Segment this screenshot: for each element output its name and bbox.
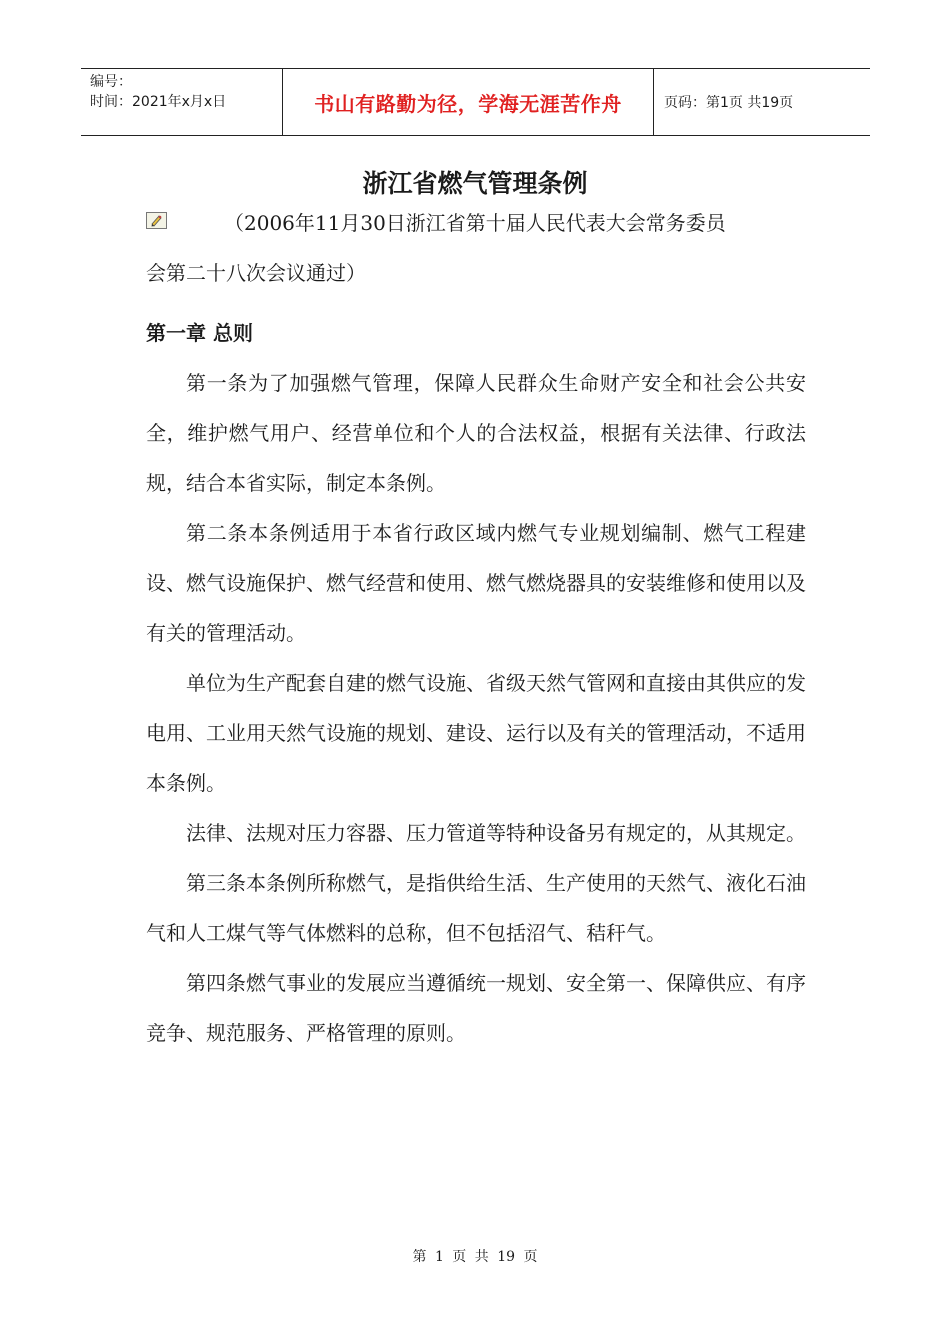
document-title: 浙江省燃气管理条例 [362, 169, 588, 198]
header-motto-cell [282, 69, 654, 135]
paragraph-article-4: 第四条燃气事业的发展应当遵循统一规划、安全第一、保障供应、有序竞争、规范服务、严格管理的原则。 [146, 971, 806, 1045]
number-label: 编号： [90, 74, 132, 90]
document-subtitle [146, 198, 806, 298]
time-label: 时间：2021年x月x日 [90, 94, 227, 110]
header-meta [81, 69, 282, 135]
paragraph-special-equipment: 法律、法规对压力容器、压力管道等特种设备另有规定的，从其规定。 [186, 821, 806, 845]
header-page-info [654, 69, 870, 135]
chapter-heading: 第一章 总则 [146, 321, 253, 345]
paragraph-article-2: 第二条本条例适用于本省行政区域内燃气专业规划编制、燃气工程建设、燃气设施保护、燃气经营和使用、燃气燃烧器具的安装维修和使用以及有关的管理活动。 [146, 521, 806, 645]
motto-text: 书山有路勤为径，学海无涯苦作舟 [314, 91, 622, 116]
paragraph-article-3: 第三条本条例所称燃气，是指供给生活、生产使用的天然气、液化石油气和人工煤气等气体燃料的总称，但不包括沼气、秸秆气。 [146, 871, 806, 945]
paragraph-exclusion: 单位为生产配套自建的燃气设施、省级天然气管网和直接由其供应的发电用、工业用天然气设施的规划、建设、运行以及有关的管理活动，不适用本条例。 [146, 671, 806, 795]
document-body [146, 308, 806, 1058]
subtitle-line-2: 会第二十八次会议通过） [146, 261, 366, 285]
paragraph-article-1: 第一条为了加强燃气管理，保障人民群众生命财产安全和社会公共安全，维护燃气用户、经营单位和个人的合法权益，根据有关法律、行政法规，结合本省实际，制定本条例。 [146, 371, 806, 495]
page-footer: 第 1 页 共 19 页 [412, 1249, 538, 1265]
subtitle-line-1: （2006年11月30日浙江省第十届人民代表大会常务委员 [224, 211, 726, 235]
page-header [81, 68, 870, 136]
page-info-text: 页码：第1页 共19页 [664, 95, 794, 111]
